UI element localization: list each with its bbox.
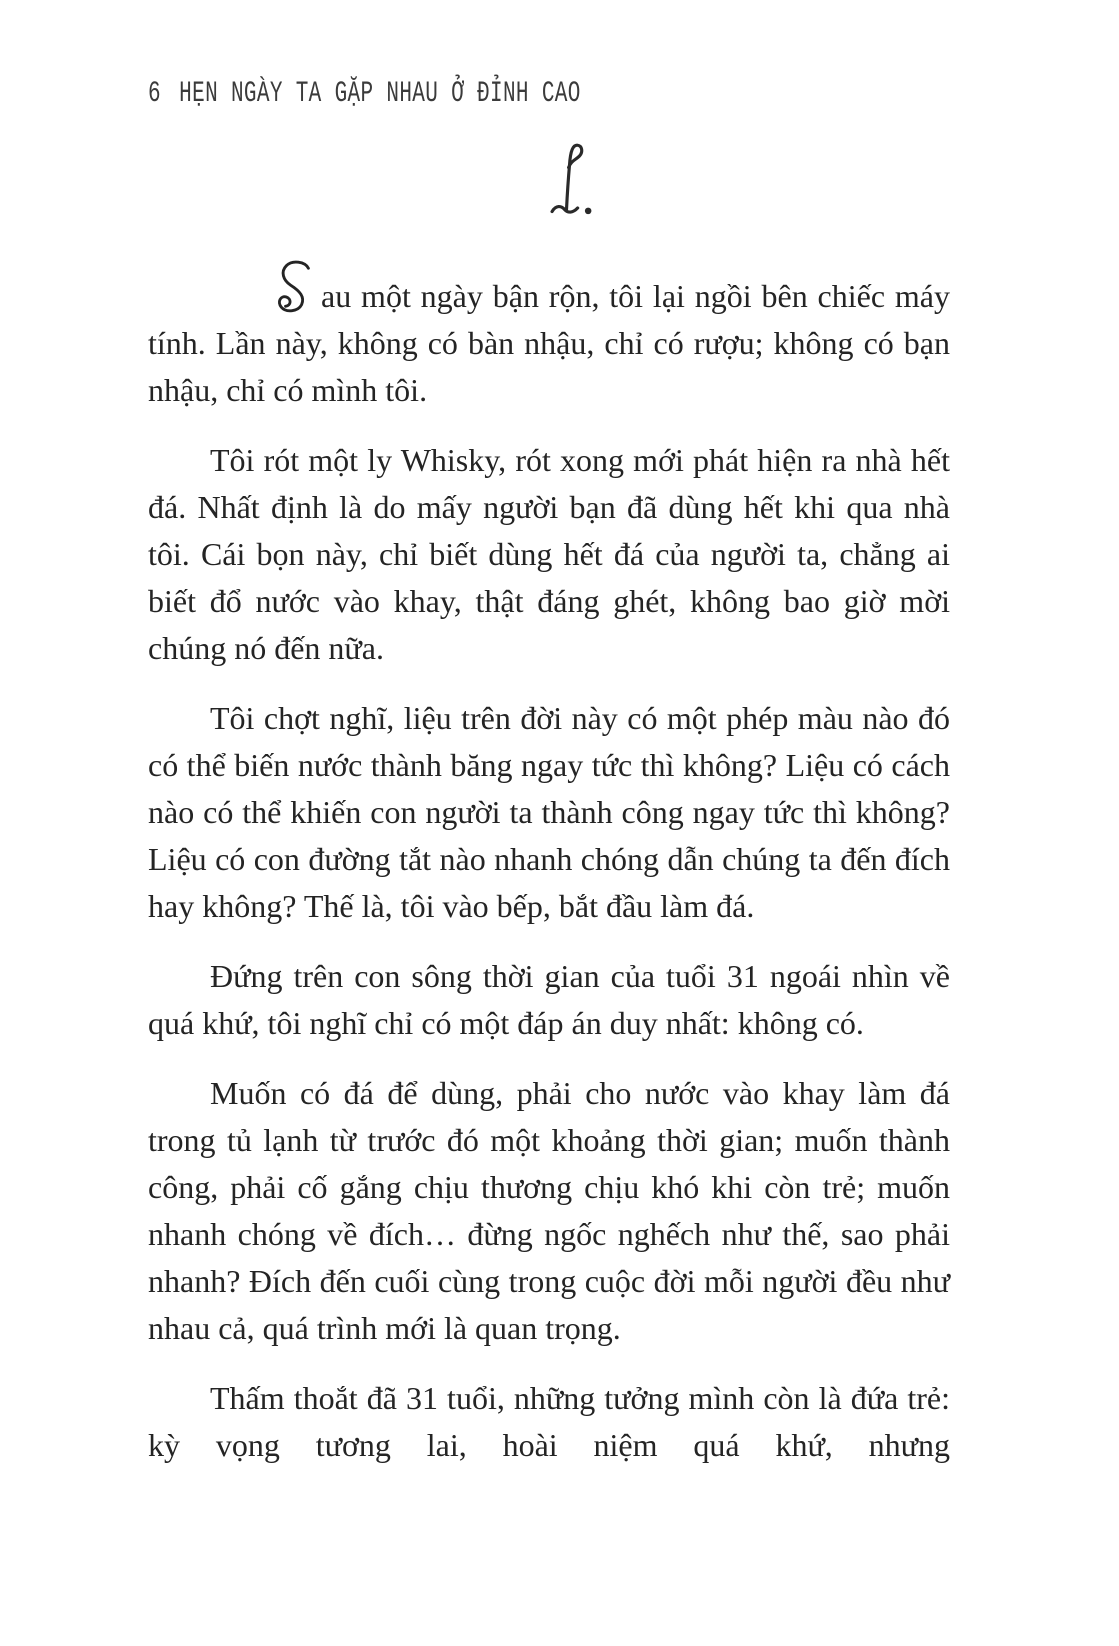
paragraph-6: Thấm thoắt đã 31 tuổi, những tưởng mình còn là đứa trẻ: kỳ vọng tương lai, hoài niệm quá khứ, nhưng <box>148 1380 950 1463</box>
paragraph-2: Tôi rót một ly Whisky, rót xong mới phát hiện ra nhà hết đá. Nhất định là do mấy người bạn đã dùng hết khi qua nhà tôi. Cái bọn này, chỉ biết dùng hết đá của người ta, chẳng ai biết đổ nước vào khay, thật đáng ghét, không bao giờ mời chúng nó đến nữa. <box>148 442 950 666</box>
paragraph-4: Đứng trên con sông thời gian của tuổi 31 ngoái nhìn về quá khứ, tôi nghĩ chỉ có một đáp án duy nhất: không có. <box>148 958 950 1041</box>
paragraph-3: Tôi chợt nghĩ, liệu trên đời này có một phép màu nào đó có thể biến nước thành băng ngay tức thì không? Liệu có cách nào có thể khiến con người ta thành công ngay tức thì không? Liệu có con đường tắt nào nhanh chóng dẫn chúng ta đến đích hay không? Thế là, tôi vào bếp, bắt đầu làm đá. <box>148 700 950 924</box>
dropcap-s-icon <box>210 258 321 320</box>
running-title: HẸN NGÀY TA GẶP NHAU Ở ĐỈNH CAO <box>179 77 581 111</box>
chapter-number <box>0 140 1119 240</box>
running-header <box>148 78 581 110</box>
chapter-number-text <box>526 140 527 141</box>
paragraph-1 <box>148 258 950 414</box>
page-number: 6 <box>148 77 161 111</box>
body-text <box>148 258 950 1469</box>
paragraph-5: Muốn có đá để dùng, phải cho nước vào khay làm đá trong tủ lạnh từ trước đó một khoảng thời gian; muốn thành công, phải cố gắng chịu thương chịu khó khi còn trẻ; muốn nhanh chóng về đích… đừng ngốc nghếch như thế, sao phải nhanh? Đích đến cuối cùng trong cuộc đời mỗi người đều như nhau cả, quá trình mới là quan trọng. <box>148 1075 950 1346</box>
paragraph-1-text: au một ngày bận rộn, tôi lại ngồi bên chiếc máy tính. Lần này, không có bàn nhậu, chỉ có rượu; không có bạn nhậu, chỉ có mình tôi. <box>148 278 950 408</box>
chapter-number-glyph-icon <box>540 140 593 224</box>
